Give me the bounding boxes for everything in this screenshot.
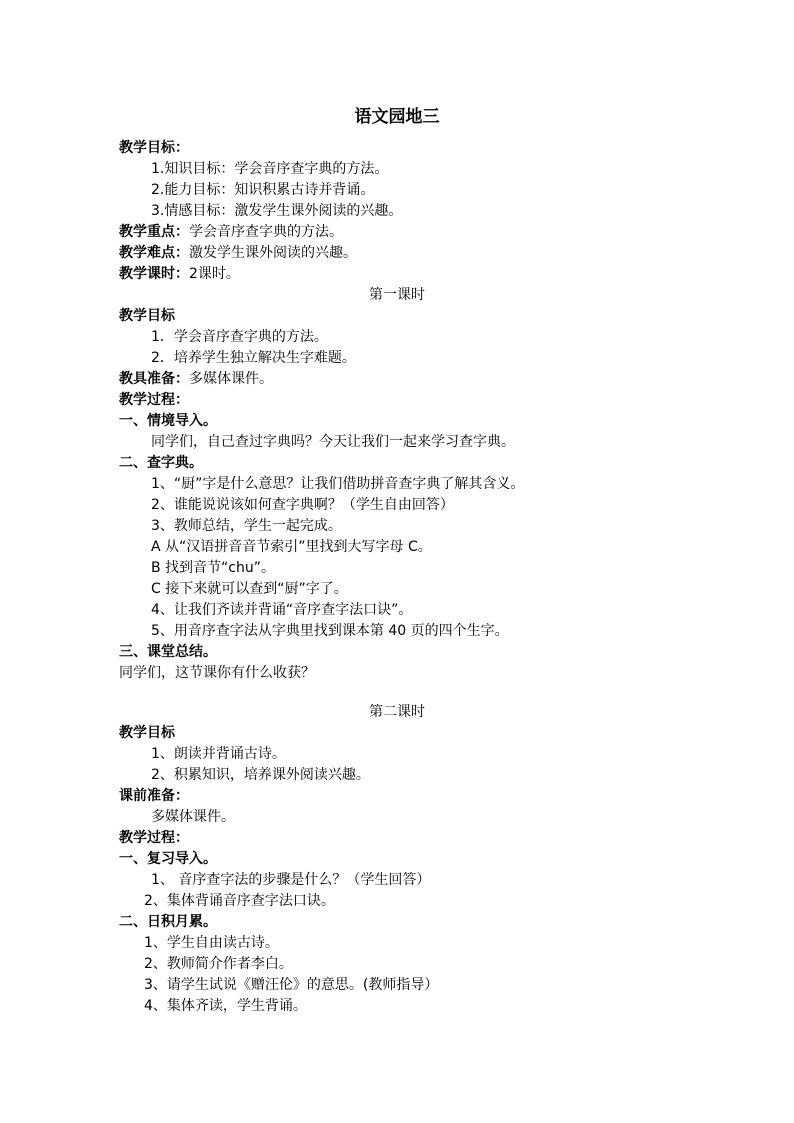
- lesson1-step2-item: A 从“汉语拼音音节索引”里找到大写字母 C。: [151, 539, 432, 555]
- lesson1-prep-label: 教具准备：: [119, 371, 189, 387]
- lesson2-heading: 第二课时: [369, 704, 425, 720]
- hours-label: 教学课时：: [119, 266, 189, 282]
- lesson1-step1-title: 一、情境导入。: [119, 413, 217, 429]
- lesson1-step2-item: B 找到音节“chu”。: [151, 560, 276, 576]
- goal-item: 3.情感目标：激发学生课外阅读的兴趣。: [151, 203, 403, 219]
- lesson1-step3-title: 三、课堂总结。: [119, 644, 217, 660]
- lesson2-prep-label: 课前准备：: [119, 788, 189, 804]
- lesson1-step2-title: 二、查字典。: [119, 455, 203, 471]
- lesson2-step1-item: 2、集体背诵音序查字法口诀。: [144, 893, 335, 909]
- lesson1-step3-text: 同学们，这节课你有什么收获？: [119, 665, 315, 681]
- lesson1-step2-item: C 接下来就可以查到“厨”字了。: [151, 581, 348, 597]
- key-point-line: [119, 223, 343, 241]
- lesson1-goals-label: 教学目标: [119, 308, 175, 324]
- lesson1-step2-item: 4、让我们齐读并背诵“音序查字法口诀”。: [151, 602, 413, 618]
- teaching-goals-label: 教学目标：: [119, 140, 189, 156]
- lesson1-step1-text: 同学们，自己查过字典吗？今天让我们一起来学习查字典。: [151, 434, 515, 450]
- goal-item: 1.知识目标：学会音序查字典的方法。: [151, 161, 389, 177]
- lesson1-step2-item: 5、用音序查字法从字典里找到课本第 40 页的四个生字。: [151, 623, 509, 639]
- document-title: 语文园地三: [354, 107, 440, 127]
- lesson1-step2-item: 2、谁能说说该如何查字典啊？（学生自由回答）: [151, 497, 454, 513]
- difficulty-label: 教学难点：: [119, 245, 189, 261]
- lesson1-step2-item: 3、教师总结，学生一起完成。: [151, 518, 342, 534]
- lesson2-goal-item: 1、朗读并背诵古诗。: [151, 746, 286, 762]
- lesson1-process-label: 教学过程：: [119, 392, 189, 408]
- lesson2-step2-title: 二、日积月累。: [119, 914, 217, 930]
- lesson1-goal-item: 2．培养学生独立解决生字难题。: [151, 350, 356, 366]
- key-point-text: 学会音序查字典的方法。: [189, 224, 343, 240]
- lesson2-goal-item: 2、积累知识，培养课外阅读兴趣。: [151, 767, 370, 783]
- key-point-label: 教学重点：: [119, 224, 189, 240]
- hours-text: 2课时。: [189, 266, 240, 282]
- lesson2-step1-title: 一、复习导入。: [119, 851, 217, 867]
- difficulty-line: [119, 244, 357, 262]
- lesson2-step2-item: 3、请学生试说《赠汪伦》的意思。(教师指导）: [144, 977, 439, 993]
- lesson2-step2-item: 2、教师简介作者李白。: [144, 956, 293, 972]
- lesson2-process-label: 教学过程：: [119, 830, 189, 846]
- difficulty-text: 激发学生课外阅读的兴趣。: [189, 245, 357, 261]
- lesson1-prep-line: [119, 370, 273, 388]
- lesson1-heading: 第一课时: [369, 287, 425, 303]
- lesson2-step2-item: 1、学生自由读古诗。: [144, 935, 279, 951]
- lesson1-goal-item: 1．学会音序查字典的方法。: [151, 329, 328, 345]
- lesson2-step1-item: 1、 音序查字法的步骤是什么？（学生回答）: [151, 872, 431, 888]
- lesson1-prep-text: 多媒体课件。: [189, 371, 273, 387]
- lesson2-prep-text: 多媒体课件。: [151, 809, 235, 825]
- goal-item: 2.能力目标：知识积累古诗并背诵。: [151, 182, 375, 198]
- hours-line: [119, 265, 240, 283]
- lesson2-goals-label: 教学目标: [119, 725, 175, 741]
- lesson2-step2-item: 4、集体齐读，学生背诵。: [144, 998, 307, 1014]
- lesson1-step2-item: 1、“厨”字是什么意思？让我们借助拼音查字典了解其含义。: [151, 476, 525, 492]
